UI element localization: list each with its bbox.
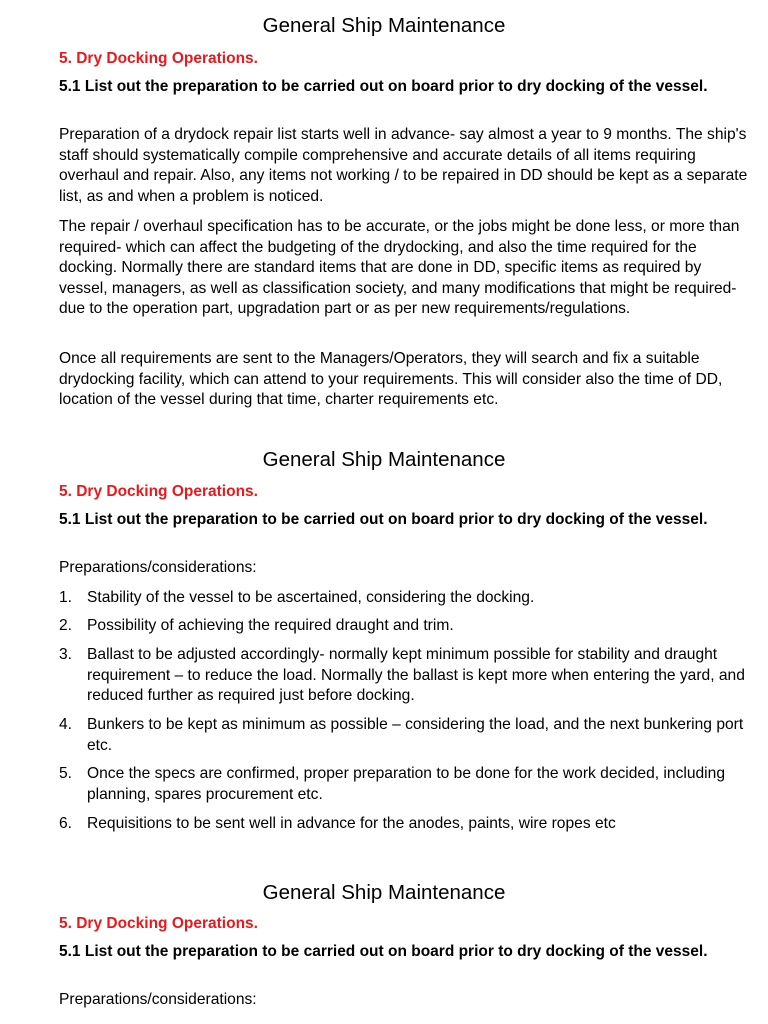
list-item-text: Requisitions to be sent well in advance for the anodes, paints, wire ropes etc <box>87 815 616 832</box>
question-heading: 5.1 List out the preparation to be carried out on board prior to dry docking of the vessel. <box>59 943 708 960</box>
body-paragraph-3: Once all requirements are sent to the Managers/Operators, they will search and fix a suitable drydocking facility, which can attend to your requirements. This will consider also the time of DD, location of the vessel during that time, charter requirements etc. <box>59 350 723 408</box>
document-page-1 <box>0 0 768 433</box>
document-page-3 <box>0 866 768 1024</box>
list-lead-text: Preparations/considerations: <box>59 559 257 576</box>
page-title: General Ship Maintenance <box>262 448 506 471</box>
list-item-text: Once the specs are confirmed, proper preparation to be done for the work decided, including planning, spares procurement etc. <box>87 765 725 803</box>
page-title: General Ship Maintenance <box>262 14 506 37</box>
list-item <box>59 764 749 805</box>
section-heading: 5. Dry Docking Operations. <box>59 915 258 932</box>
body-paragraph-1: Preparation of a drydock repair list starts well in advance- say almost a year to 9 months. The ship's staff should systematically compile comprehensive and accurate details of all items requiring overhaul and repair. Also, any items not working / to be repaired in DD should be kept as a separate list, as and when a problem is noticed. <box>59 126 748 205</box>
list-item-text: Possibility of achieving the required draught and trim. <box>87 617 454 634</box>
list-lead-text: Preparations/considerations: <box>59 991 257 1008</box>
question-heading: 5.1 List out the preparation to be carried out on board prior to dry docking of the vessel. <box>59 78 708 95</box>
list-item <box>59 645 749 707</box>
body-paragraph-2: The repair / overhaul specification has to be accurate, or the jobs might be done less, or more than required- which can affect the budgeting of the drydocking, and also the time required for the docking. Normally there are standard items that are done in DD, specific items as required by vessel, managers, as well as classification society, and many modifications that might be required- due to the operation part, upgradation part or as per new requirements/regulations. <box>59 218 740 317</box>
list-item <box>59 814 749 835</box>
list-item-text: Ballast to be adjusted accordingly- normally kept minimum possible for stability and draught requirement – to reduce the load. Normally the ballast is kept more when entering the yard, and reduced further as required just before docking. <box>87 646 745 704</box>
list-item-text: Stability of the vessel to be ascertained, considering the docking. <box>87 589 535 606</box>
section-heading: 5. Dry Docking Operations. <box>59 483 258 500</box>
list-item-number: 4. <box>59 716 73 733</box>
list-item-number: 5. <box>59 765 73 782</box>
section-heading: 5. Dry Docking Operations. <box>59 50 258 67</box>
page-title: General Ship Maintenance <box>262 881 506 904</box>
question-heading: 5.1 List out the preparation to be carried out on board prior to dry docking of the vessel. <box>59 511 708 528</box>
document-page-2 <box>0 433 768 866</box>
list-item <box>59 715 749 756</box>
list-item-number: 2. <box>59 617 73 634</box>
list-item <box>59 616 749 637</box>
list-item-number: 1. <box>59 589 73 606</box>
list-item-text: Bunkers to be kept as minimum as possible – considering the load, and the next bunkering port etc. <box>87 716 744 754</box>
list-item <box>59 588 749 609</box>
list-item-number: 6. <box>59 815 73 832</box>
list-item-number: 3. <box>59 646 73 663</box>
